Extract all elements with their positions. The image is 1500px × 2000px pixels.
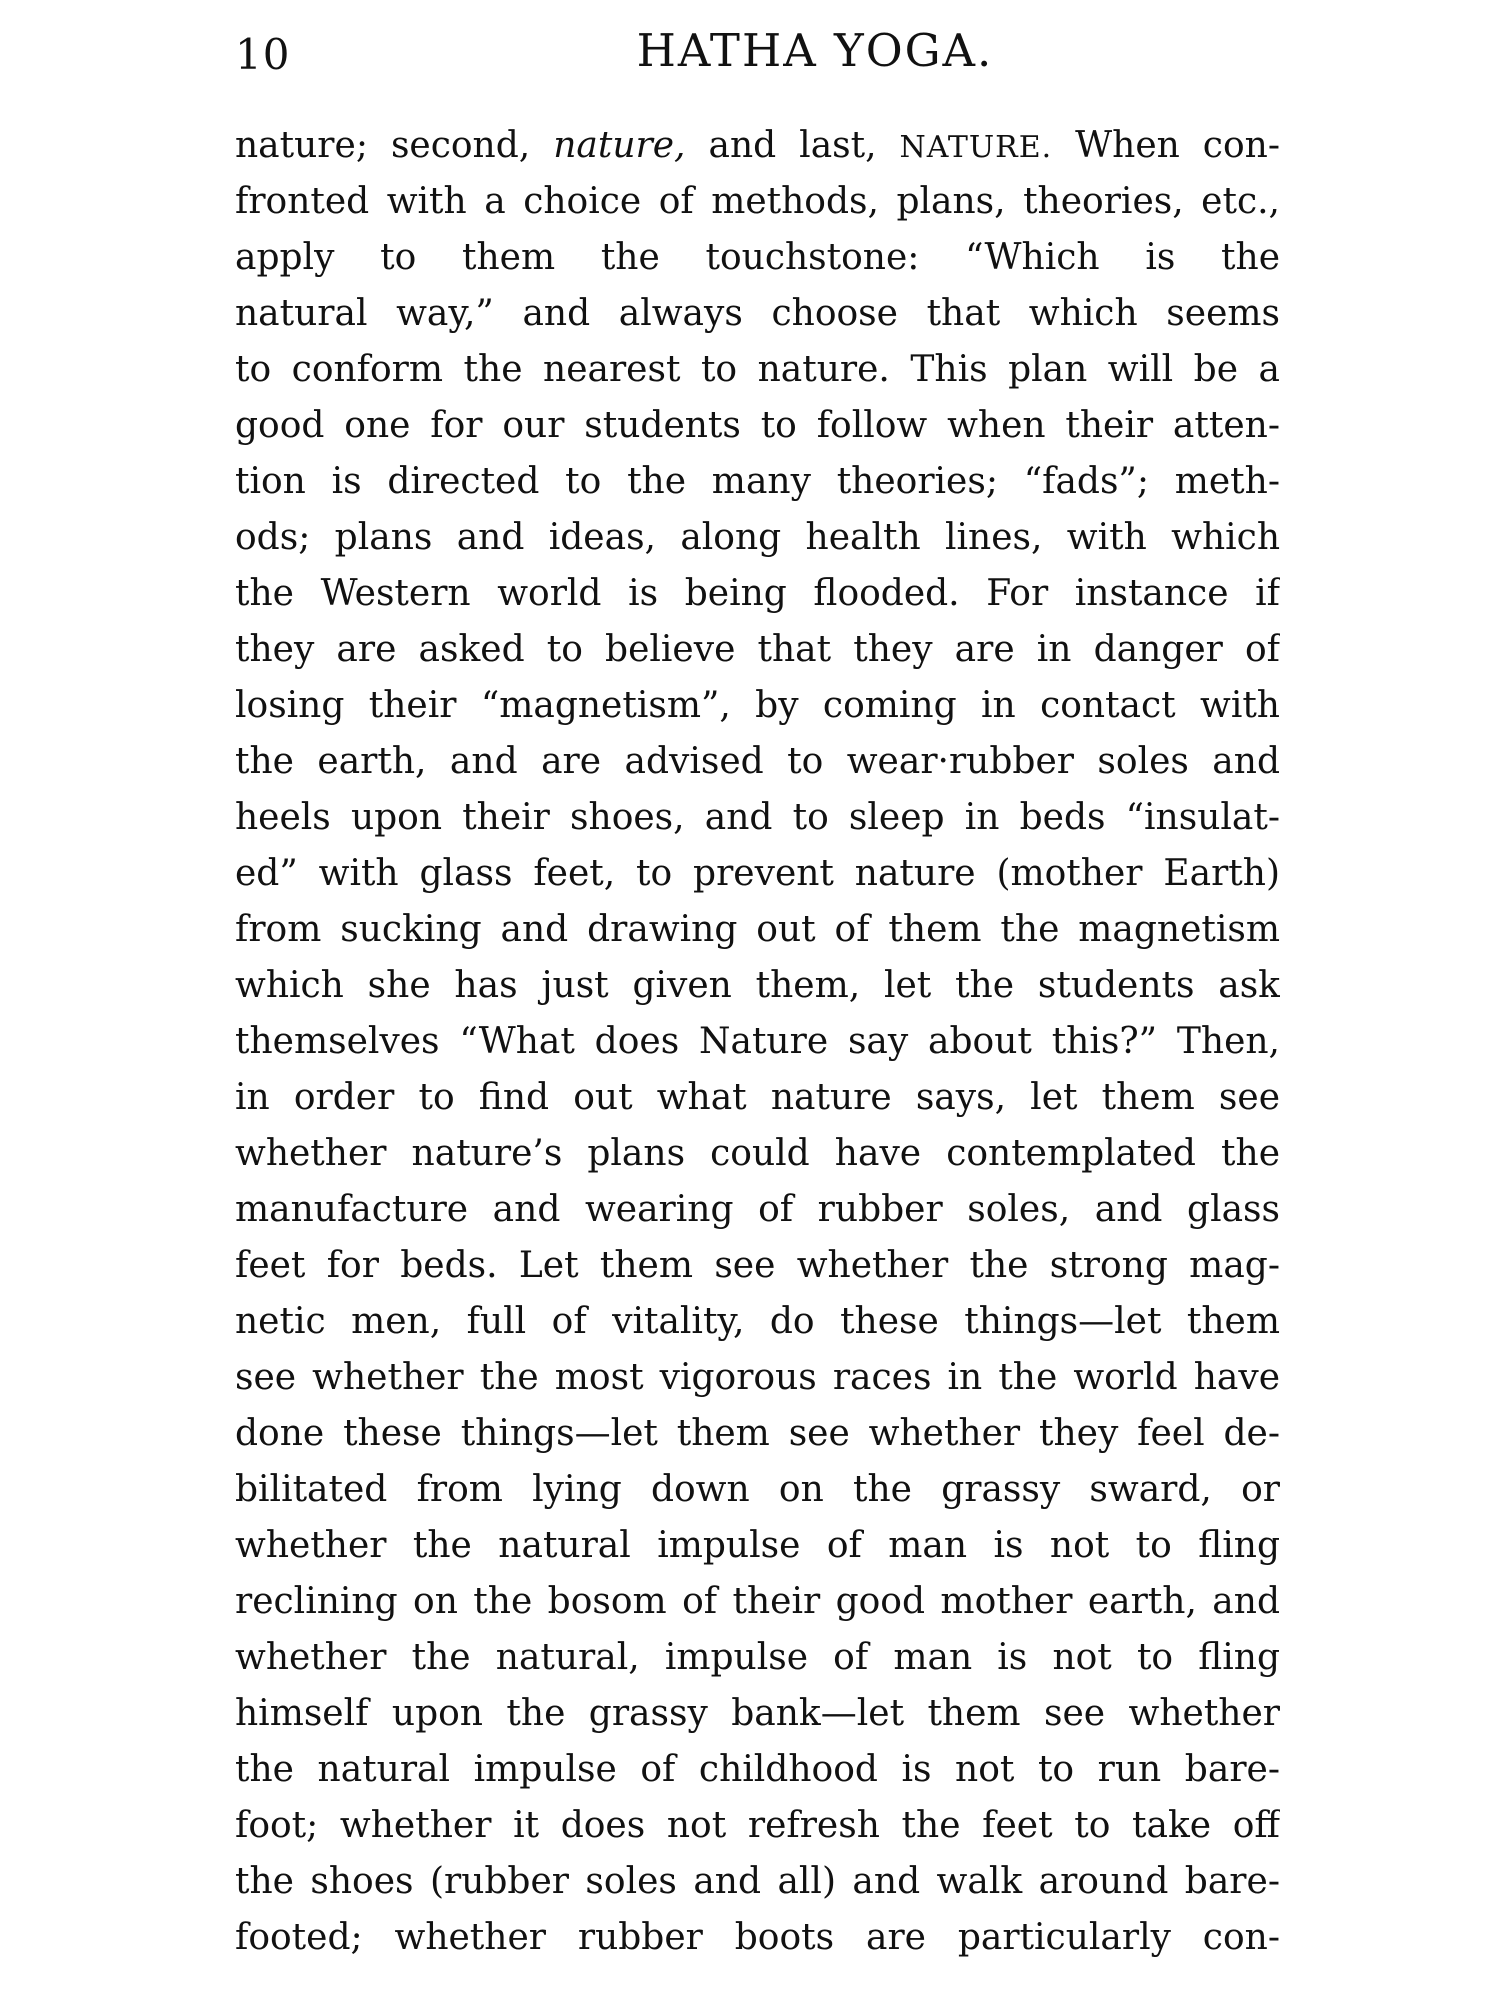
text-line: see whether the most vigorous races in the world have	[235, 1357, 1280, 1398]
text-line: losing their “magnetism”, by coming in contact with	[235, 685, 1280, 726]
text-line: apply to them the touchstone: “Which is the	[235, 237, 1280, 278]
text-line: whether the natural impulse of man is not to fling	[235, 1525, 1280, 1566]
text-line: heels upon their shoes, and to sleep in beds “insulat-	[235, 797, 1280, 838]
text-line: done these things—let them see whether they feel de-	[235, 1413, 1280, 1454]
text-line: the Western world is being flooded. For instance if	[235, 573, 1280, 614]
text-line: fronted with a choice of methods, plans, theories, etc.,	[235, 181, 1280, 222]
text-line: ed” with glass feet, to prevent nature (mother Earth)	[235, 853, 1280, 894]
small-caps-word: NATURE.	[899, 130, 1053, 165]
text-line: manufacture and wearing of rubber soles, and glass	[235, 1189, 1280, 1230]
text-line: himself upon the grassy bank—let them see whether	[235, 1693, 1280, 1734]
text-line: reclining on the bosom of their good mother earth, and	[235, 1581, 1280, 1622]
text-line: natural way,” and always choose that which seems	[235, 293, 1280, 334]
running-head	[235, 20, 1280, 90]
text-line: whether the natural, impulse of man is not to fling	[235, 1637, 1280, 1678]
text-line: nature; second, nature, and last, NATURE. When con-	[235, 125, 1280, 166]
text-line: good one for our students to follow when their atten-	[235, 405, 1280, 446]
text-line: the natural impulse of childhood is not to run bare-	[235, 1749, 1280, 1790]
text-line: which she has just given them, let the students ask	[235, 965, 1280, 1006]
text-line: the earth, and are advised to wear·rubber soles and	[235, 741, 1280, 782]
page-number: 10	[235, 30, 291, 79]
italic-word: nature,	[553, 125, 686, 166]
text-line: they are asked to believe that they are in danger of	[235, 629, 1280, 670]
text-line: from sucking and drawing out of them the magnetism	[235, 909, 1280, 950]
text-line: netic men, full of vitality, do these things—let them	[235, 1301, 1280, 1342]
text-line: feet for beds. Let them see whether the strong mag-	[235, 1245, 1280, 1286]
text-line: whether nature’s plans could have contemplated the	[235, 1133, 1280, 1174]
text-line: bilitated from lying down on the grassy sward, or	[235, 1469, 1280, 1510]
text-line: in order to find out what nature says, let them see	[235, 1077, 1280, 1118]
text-line: the shoes (rubber soles and all) and walk around bare-	[235, 1861, 1280, 1902]
body-text	[235, 118, 1280, 1966]
text-line: to conform the nearest to nature. This plan will be a	[235, 349, 1280, 390]
text-line: tion is directed to the many theories; “fads”; meth-	[235, 461, 1280, 502]
running-title: HATHA YOGA.	[636, 24, 994, 77]
text-line: foot; whether it does not refresh the feet to take off	[235, 1805, 1280, 1846]
text-line: themselves “What does Nature say about this?” Then,	[235, 1021, 1280, 1062]
text-line: ods; plans and ideas, along health lines, with which	[235, 517, 1280, 558]
text-line: footed; whether rubber boots are particularly con-	[235, 1917, 1280, 1958]
